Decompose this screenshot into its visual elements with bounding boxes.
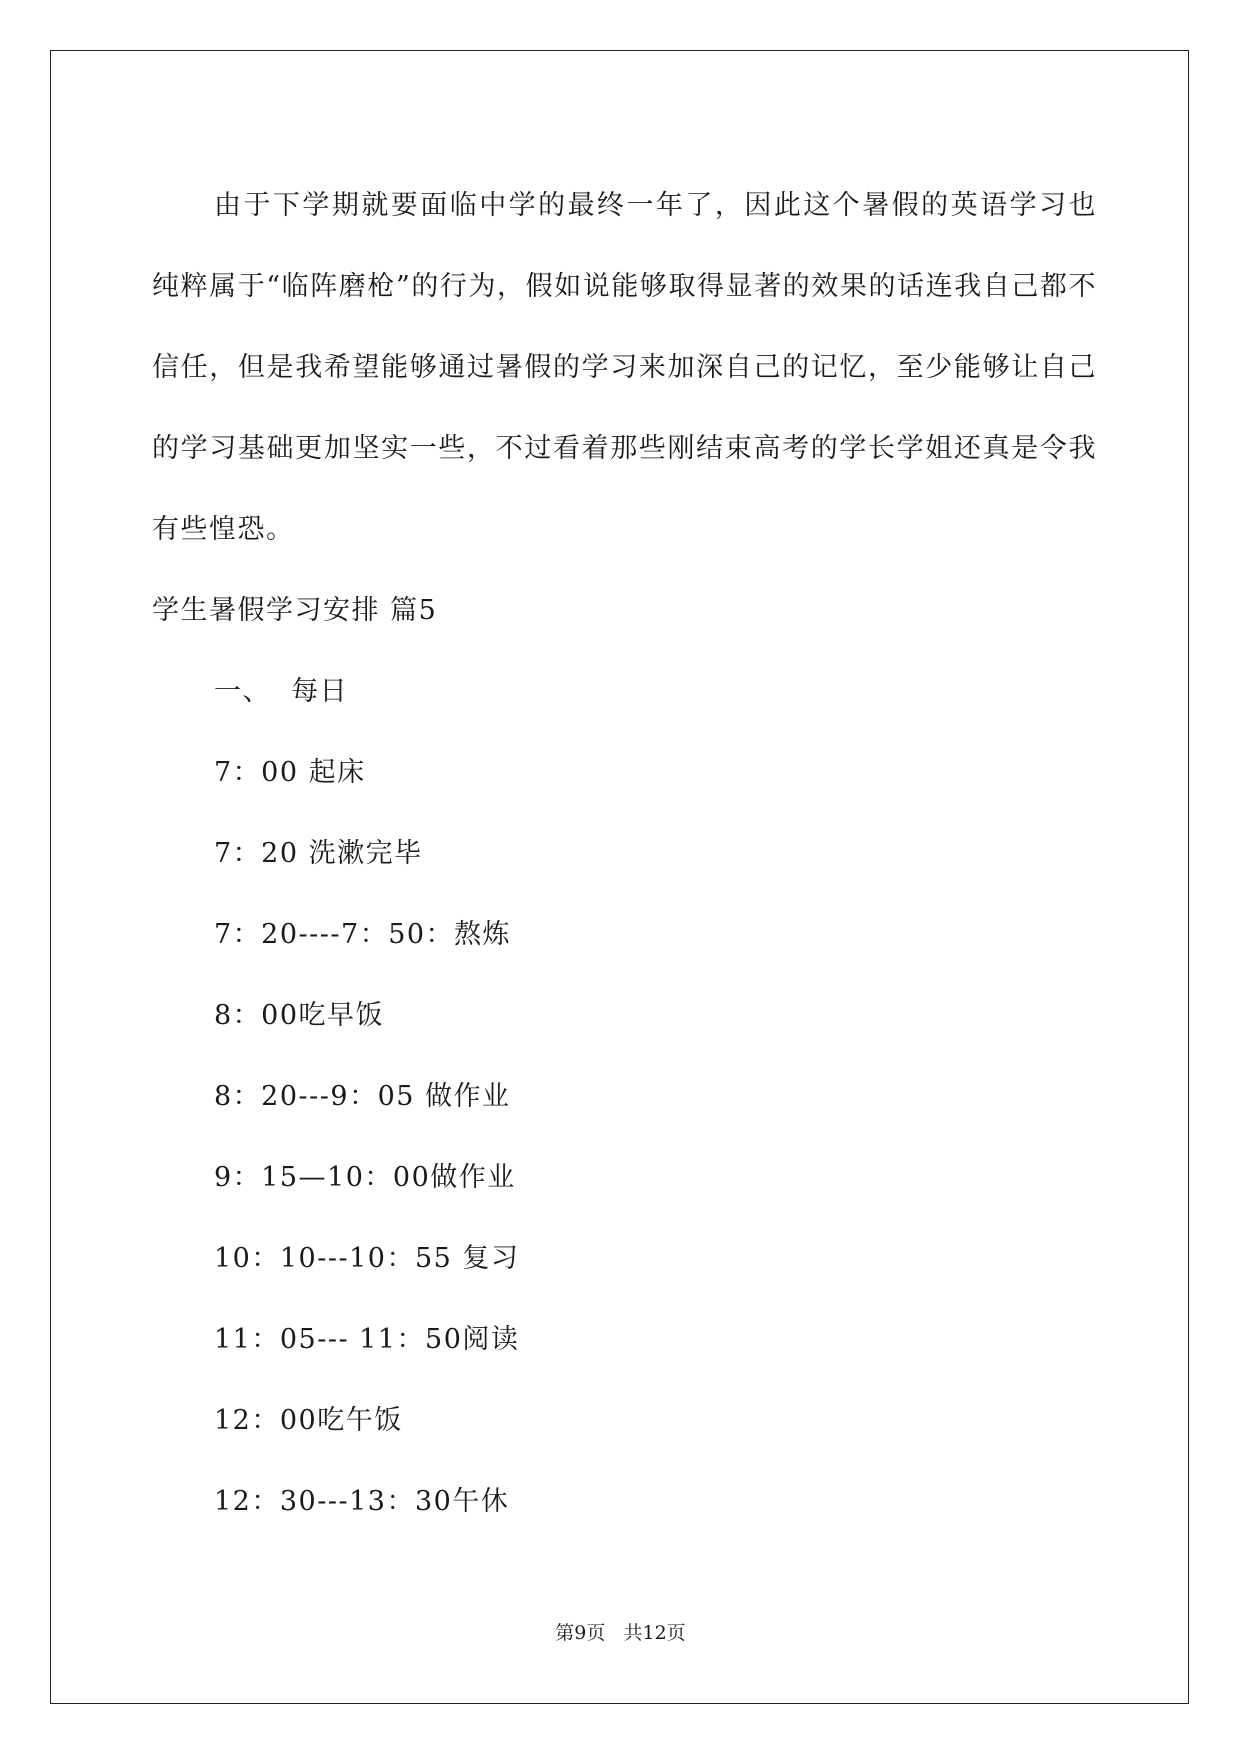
section-heading: 学生暑假学习安排 篇5 <box>152 595 438 626</box>
schedule-item: 7：00 起床 <box>214 757 366 788</box>
schedule-item: 12：00吃午饭 <box>214 1405 403 1436</box>
subheading: 一、 每日 <box>214 676 349 707</box>
schedule-list <box>152 732 1097 1542</box>
body-paragraph: 由于下学期就要面临中学的最终一年了，因此这个暑假的英语学习也纯粹属于“临阵磨枪”的行为，假如说能够取得显著的效果的话连我自己都不信任，但是我希望能够通过暑假的学习来加深自己的记忆，至少能够让自己的学习基础更加坚实一些，不过看着那些刚结束高考的学长学姐还真是令我有些惶恐。 <box>152 190 1097 545</box>
schedule-item: 8：20---9：05 做作业 <box>214 1081 511 1112</box>
schedule-item: 9：15—10：00做作业 <box>214 1162 516 1193</box>
schedule-item: 10：10---10：55 复习 <box>214 1243 520 1274</box>
schedule-item: 12：30---13：30午休 <box>214 1486 510 1517</box>
schedule-item: 8：00吃早饭 <box>214 1000 385 1031</box>
page-footer: 第9页 共12页 <box>555 1622 686 1644</box>
schedule-item: 7：20 洗漱完毕 <box>214 838 423 869</box>
schedule-item: 11：05--- 11：50阅读 <box>214 1324 520 1355</box>
schedule-item: 7：20----7：50：熬炼 <box>214 919 512 950</box>
document-body <box>152 165 1097 1542</box>
